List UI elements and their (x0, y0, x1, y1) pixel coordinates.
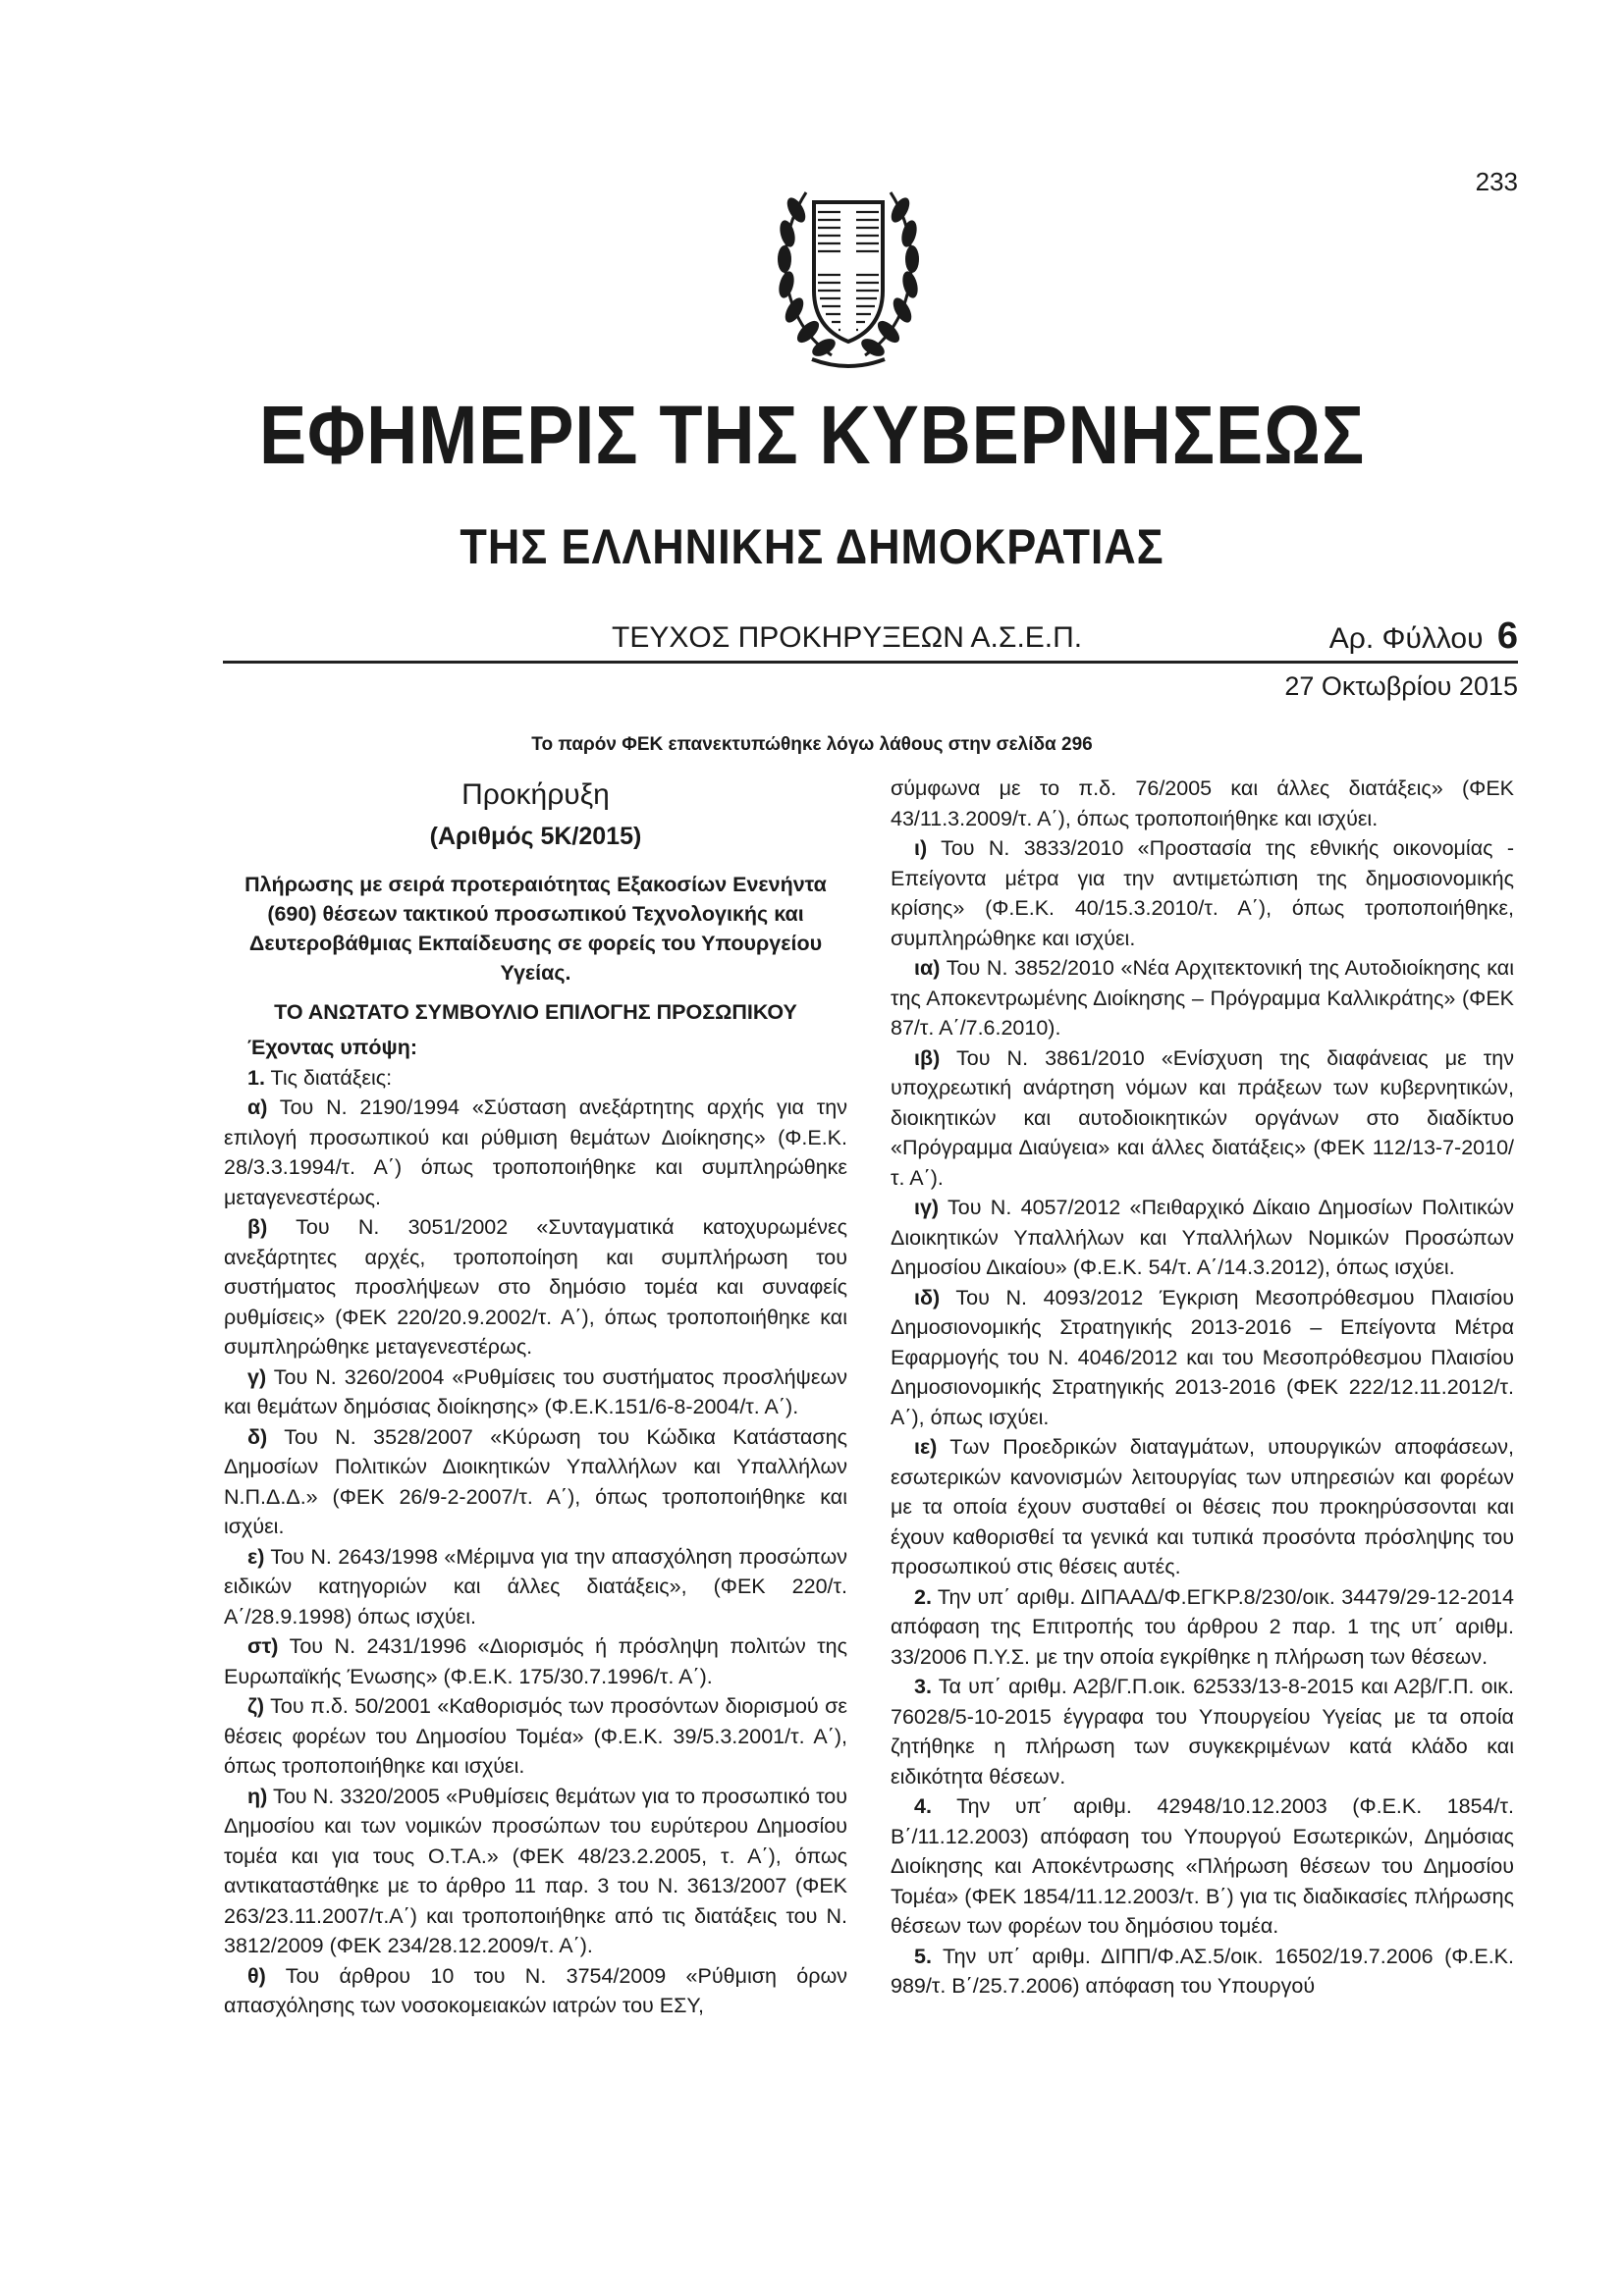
paragraph-label: 5. (914, 1944, 932, 1968)
right-paragraphs (891, 774, 1514, 2002)
paragraph-label: δ) (247, 1424, 268, 1449)
paragraph-text: Του Ν. 2431/1996 «Διορισμός ή πρόσληψη πολιτών της Ευρωπαϊκής Ένωσης» (Φ.Ε.Κ. 175/30.7.1996/τ. Α΄). (224, 1634, 847, 1688)
paragraph-text: σύμφωνα με το π.δ. 76/2005 και άλλες διατάξεις» (ΦΕΚ 43/11.3.2009/τ. Α΄), όπως τροποποιήθηκε και ισχύει. (891, 776, 1514, 830)
paragraph-label: β) (247, 1215, 268, 1239)
paragraph-text: Του Ν. 3051/2002 «Συνταγματικά κατοχυρωμένες ανεξάρτητες αρχές, τροποποίηση και συμπλήρωση του συστήματος προσλήψεων στο δημόσιο τομέα και συναφείς ρυθμίσεις» (ΦΕΚ 220/20.9.2002/τ. Α΄), όπως τροποποιήθηκε και συμπληρώθηκε μεταγενεστέρως. (224, 1215, 847, 1359)
paragraph-label: 2. (914, 1584, 932, 1609)
paragraph-label: γ) (247, 1364, 267, 1389)
board-name: ΤΟ ΑΝΩΤΑΤΟ ΣΥΜΒΟΥΛΙΟ ΕΠΙΛΟΓΗΣ ΠΡΟΣΩΠΙΚΟΥ (274, 1000, 797, 1024)
paragraph (891, 1672, 1514, 1791)
paragraph-label: στ) (247, 1634, 279, 1658)
paragraph-label: ιδ) (914, 1285, 941, 1309)
announcement-title: Προκήρυξη (461, 778, 610, 811)
having-regard: Έχοντας υπόψη: (247, 1036, 417, 1059)
paragraph-label: 1. (247, 1065, 265, 1090)
paragraph (224, 1063, 847, 1094)
paragraph (891, 1791, 1514, 1942)
paragraph-text: Του Ν. 4093/2012 Έγκριση Μεσοπρόθεσμου Πλαισίου Δημοσιονομικής Στρατηγικής 2013-2016 – Επείγοντα Μέτρα Εφαρμογής του Ν. 4046/2012 και του Μεσοπρόθεσμου Πλαισίου Δημοσιονομικής Στρατηγικής 2013-2016 (ΦΕΚ 222/12.11.2012/τ. Α΄), όπως ισχύει. (891, 1285, 1514, 1429)
paragraph-text: Του άρθρου 10 του Ν. 3754/2009 «Ρύθμιση όρων απασχόλησης των νοσοκομειακών ιατρών του ΕΣΥ, (224, 1963, 847, 2017)
masthead-subtitle: ΤΗΣ ΕΛΛΗΝΙΚΗΣ ΔΗΜΟΚΡΑΤΙΑΣ (460, 519, 1164, 574)
paragraph-text: Του Ν. 3260/2004 «Ρυθμίσεις του συστήματος προσλήψεων και θεμάτων δημόσιας διοίκησης» (Φ.Ε.Κ.151/6-8-2004/τ. Α΄). (224, 1364, 847, 1418)
paragraph-text: Του Ν. 3528/2007 «Κύρωση του Κώδικα Κατάστασης Δημοσίων Πολιτικών Διοικητικών Υπαλλήλων και Υπαλλήλων Ν.Π.Δ.Δ.» (ΦΕΚ 26/9-2-2007/τ. Α΄), όπως τροποποιήθηκε και ισχύει. (224, 1424, 847, 1538)
announcement-subject: Πλήρωσης με σειρά προτεραιότητας Εξακοσίων Ενενήντα (690) θέσεων τακτικού προσωπικού Τεχνολογικής και Δευτεροβάθμιας Εκπαίδευσης σε φορείς του Υπουργείου Υγείας. (244, 873, 827, 985)
paragraph-text: Του Ν. 4057/2012 «Πειθαρχικό Δίκαιο Δημοσίων Πολιτικών Διοικητικών Υπαλλήλων και Υπαλλήλων Νομικών Προσώπων Δημοσίου Δικαίου» (Φ.Ε.Κ. 54/τ. Α΄/14.3.2012), όπως ισχύει. (891, 1196, 1514, 1279)
paragraph-label: ι) (914, 836, 928, 860)
paragraph-text: Του Ν. 3861/2010 «Ενίσχυση της διαφάνειας με την υποχρεωτική ανάρτηση νόμων και πράξεων των κυβερνητικών, διοικητικών και αυτοδιοικητικών οργάνων στο διαδίκτυο «Πρόγραμμα Διαύγεια» και άλλες διατάξεις» (ΦΕΚ 112/13-7-2010/τ. Α΄). (891, 1045, 1514, 1190)
paragraph (224, 1212, 847, 1362)
paragraph-text: Τα υπ΄ αριθμ. Α2β/Γ.Π.οικ. 62533/13-8-2015 και Α2β/Γ.Π. οικ. 76028/5-10-2015 έγγραφα του Υπουργείου Υγείας με τα οποία ζητήθηκε η πλήρωση των συγκεκριμένων κατά κλάδο και ειδικότητα θέσεων. (891, 1675, 1514, 1789)
paragraph-label: ζ) (247, 1694, 265, 1718)
left-column (224, 775, 847, 2021)
paragraph (891, 1942, 1514, 2002)
paragraph (224, 1961, 847, 2021)
paragraph (224, 1422, 847, 1542)
paragraph-text: Του Ν. 3852/2010 «Νέα Αρχιτεκτονική της Αυτοδιοίκησης και της Αποκεντρωμένης Διοίκησης – Πρόγραμμα Καλλικράτης» (ΦΕΚ 87/τ. Α΄/7.6.2010). (891, 956, 1514, 1040)
masthead-title: ΕΦΗΜΕΡΙΣ ΤΗΣ ΚΥΒΕΡΝΗΣΕΩΣ (258, 389, 1366, 481)
paragraph-label: ιγ) (914, 1196, 940, 1219)
paragraph-text: Του Ν. 2643/1998 «Μέριμνα για την απασχόληση προσώπων ειδικών κατηγοριών και άλλες διατάξεις», (ΦΕΚ 220/τ. Α΄/28.9.1998) όπως ισχύει. (224, 1544, 847, 1629)
page-number: 233 (1475, 167, 1518, 196)
header-rule (223, 661, 1518, 664)
paragraph-label: η) (247, 1784, 268, 1808)
paragraph-label: ια) (914, 956, 941, 980)
paragraph-text: Τις διατάξεις: (264, 1065, 393, 1090)
paragraph-text: Την υπ΄ αριθμ. ΔΙΠΠ/Φ.ΑΣ.5/οικ. 16502/19.7.2006 (Φ.Ε.Κ. 989/τ. Β΄/25.7.2006) απόφαση του Υπουργού (891, 1944, 1514, 1998)
paragraph (891, 953, 1514, 1043)
paragraph-text: Την υπ΄ αριθμ. ΔΙΠΑΑΔ/Φ.ΕΓΚΡ.8/230/οικ. 34479/29-12-2014 απόφαση της Επιτροπής του άρθρου 2 παρ. 1 της υπ΄ αριθμ. 33/2006 Π.Υ.Σ. με την οποία εγκρίθηκε η πλήρωση των θέσεων. (891, 1584, 1514, 1669)
paragraph (224, 1542, 847, 1632)
paragraph (891, 1432, 1514, 1582)
paragraph (891, 1043, 1514, 1194)
paragraph-label: α) (247, 1095, 268, 1119)
paragraph (224, 1093, 847, 1212)
paragraph (891, 1283, 1514, 1433)
paragraph-label: θ) (247, 1963, 266, 1988)
paragraph (891, 1582, 1514, 1673)
paragraph (224, 1631, 847, 1691)
paragraph-label: ιε) (914, 1435, 938, 1459)
paragraph (224, 1362, 847, 1422)
paragraph-text: Των Προεδρικών διαταγμάτων, υπουργικών αποφάσεων, εσωτερικών κανονισμών λειτουργίας των υπηρεσιών και φορέων με τα οποία έχουν συσταθεί οι θέσεις που προκηρύσσονται και έχουν καθορισθεί τα γενικά και τυπικά προσόντα πρόσληψης του προσωπικού στις θέσεις αυτές. (891, 1435, 1514, 1578)
paragraph-text: Του Ν. 3320/2005 «Ρυθμίσεις θεμάτων για το προσωπικό του Δημοσίου και των νομικών προσώπων του ευρύτερου Δημοσίου τομέα και για τους Ο.Τ.Α.» (ΦΕΚ 48/23.2.2005, τ. Α΄), όπως αντικαταστάθηκε με το άρθρο 11 παρ. 3 του Ν. 3613/2007 (ΦΕΚ 263/23.11.2007/τ.Α΄) και τροποποιήθηκε από τις διατάξεις του Ν. 3812/2009 (ΦΕΚ 234/28.12.2009/τ. Α΄). (224, 1784, 847, 1957)
paragraph (891, 833, 1514, 953)
paragraph-text: Την υπ΄ αριθμ. 42948/10.12.2003 (Φ.Ε.Κ. 1854/τ. Β΄/11.12.2003) απόφαση του Υπουργού Εσωτερικών, Δημόσιας Διοίκησης και Αποκέντρωσης «Πλήρωση θέσεων του Δημοσίου Τομέα» (ΦΕΚ 1854/11.12.2003/τ. Β΄) για τις διαδικασίες πλήρωσης θέσεων των φορέων του δημόσιου τομέα. (891, 1794, 1514, 1938)
paragraph (891, 1193, 1514, 1283)
paragraph-label: 3. (914, 1675, 932, 1698)
reprint-note: Το παρόν ΦΕΚ επανεκτυπώθηκε λόγω λάθους στην σελίδα 296 (531, 734, 1093, 755)
announcement-number: (Αριθμός 5Κ/2015) (429, 823, 642, 850)
greek-coat-of-arms-emblem (773, 163, 924, 381)
paragraph (224, 1691, 847, 1782)
left-paragraphs (224, 1063, 847, 2021)
paragraph-label: 4. (914, 1794, 932, 1818)
paragraph-label: ιβ) (914, 1045, 941, 1070)
paragraph (891, 774, 1514, 833)
sheet-number-block (1329, 615, 1518, 658)
sheet-label: Αρ. Φύλλου (1328, 622, 1484, 655)
issue-date: 27 Οκτωβρίου 2015 (1284, 671, 1518, 701)
paragraph-text: Του Ν. 3833/2010 «Προστασία της εθνικής οικονομίας - Επείγοντα μέτρα για την αντιμετώπιση της δημοσιονομικής κρίσης» (Φ.Ε.Κ. 40/15.3.2010/τ. Α΄), όπως τροποποιήθηκε, συμπληρώθηκε και ισχύει. (891, 836, 1514, 950)
sheet-number: 6 (1496, 615, 1518, 657)
right-column (891, 774, 1514, 2002)
issue-type: ΤΕΥΧΟΣ ΠΡΟΚΗΡΥΞΕΩΝ Α.Σ.Ε.Π. (612, 621, 1083, 654)
paragraph-text: Του Ν. 2190/1994 «Σύσταση ανεξάρτητης αρχής για την επιλογή προσωπικού και ρύθμιση θεμάτων Διοίκησης» (Φ.Ε.Κ. 28/3.3.1994/τ. Α΄) όπως τροποποιήθηκε και συμπληρώθηκε μεταγενεστέρως. (224, 1095, 847, 1209)
paragraph-label: ε) (247, 1544, 265, 1569)
paragraph (224, 1782, 847, 1961)
paragraph-text: Του π.δ. 50/2001 «Καθορισμός των προσόντων διορισμού σε θέσεις φορέων του Δημοσίου Τομέα» (Φ.Ε.Κ. 39/5.3.2001/τ. Α΄), όπως τροποποιήθηκε και ισχύει. (224, 1694, 847, 1778)
